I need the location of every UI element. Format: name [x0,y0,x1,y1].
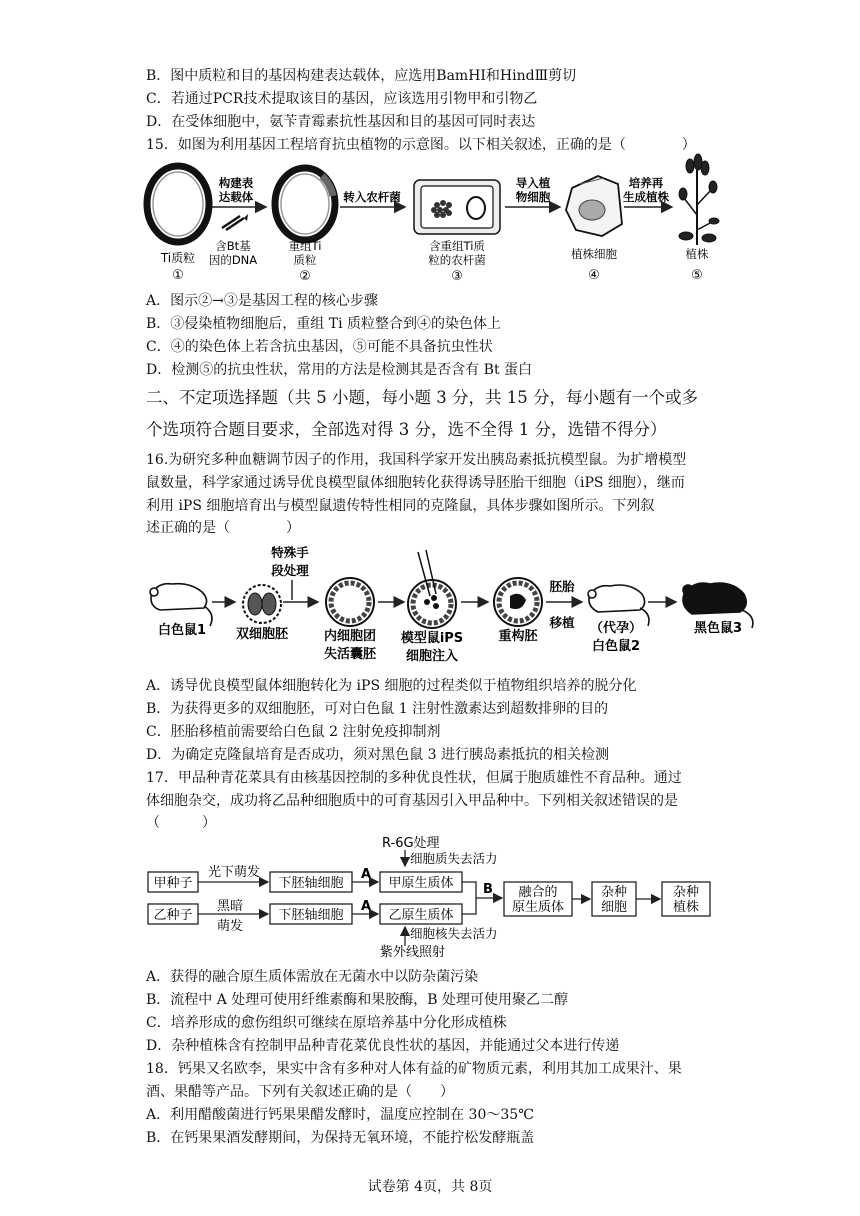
arrow-2-label: 转入农杆菌 [343,190,401,204]
protoplast-a-label: 甲原生质体 [388,876,454,891]
step-3-number: ③ [451,269,463,284]
q17-option-a: A．获得的融合原生质体需放在无菌水中以防杂菌污染 [146,969,479,985]
q16-stem-line-1: 16.为研究多种血糖调节因子的作用，我国科学家开发出胰岛素抵抗模型鼠。为扩增模型 [146,452,687,468]
q14-option-d: D．在受体细胞中，氨苄青霉素抗性基因和目的基因可同时表达 [146,114,536,130]
hybrid-plant-label-1: 杂种 [672,885,700,900]
section-2-heading-line-2: 个选项符合题目要求，全部选对得 3 分，选不全得 1 分，选错不得分） [146,420,667,439]
step-5-number: ⑤ [691,268,703,283]
q17-option-d: D．杂种植株含有控制甲品种青花菜优良性状的基因，并能通过父本进行传递 [146,1038,620,1054]
arrow-3-label-bottom: 物细胞 [515,190,551,204]
seed-a-label: 甲种子 [153,876,193,891]
dna-label-2: 因的DNA [208,253,258,267]
reconstructed-embryo-label: 重构胚 [498,629,538,644]
q15-option-d: D．检测⑤的抗虫性状，常用的方法是检测其是否含有 Bt 蛋白 [146,362,533,378]
step-2-number: ② [299,269,311,284]
white-mouse-1-label: 白色鼠1 [157,623,207,638]
step-4-number: ④ [588,268,600,283]
fused-protoplast-label-2: 原生质体 [511,900,565,915]
agrobacterium-label-2: 粒的农杆菌 [428,253,486,267]
special-treatment-label-2: 段处理 [271,563,309,578]
q17-stem-line-3: （ ） [146,815,216,831]
black-mouse-3-label: 黑色鼠3 [693,621,743,636]
surrogate-label-2: 白色鼠2 [591,639,641,654]
q16-stem-line-2: 鼠数量，科学家通过诱导优良模型鼠体细胞转化获得诱导胚胎干细胞（iPS 细胞），继而 [146,475,685,491]
cytoplasm-inactive-label: 细胞质失去活力 [410,851,498,866]
plant-cell-label: 植株细胞 [571,247,617,261]
q15-option-c: C．④的染色体上若含抗虫基因，⑤可能不具备抗虫性状 [146,339,493,355]
arrow-4-label-bottom: 生成植株 [623,190,669,204]
arrow-1-label-bottom: 达载体 [218,190,254,204]
hybrid-cell-label-2: 细胞 [600,900,628,915]
q15-option-a: A．图示②→③是基因工程的核心步骤 [146,293,378,309]
q16-stem-line-4: 述正确的是（ ） [146,520,300,536]
q15-option-b: B．③侵染植物细胞后，重组 Ti 质粒整合到④的染色体上 [146,316,502,332]
light-germination-label: 光下萌发 [207,865,261,880]
special-treatment-label-1: 特殊手 [271,545,309,560]
hypocotyl-b-label: 下胚轴细胞 [278,908,344,923]
q17-option-b: B．流程中 A 处理可使用纤维素酶和果胶酶，B 处理可使用聚乙二醇 [146,992,569,1008]
q17-stem-line-1: 17．甲品种青花菜具有由核基因控制的多种优良性状，但属于胞质雄性不育品种。通过 [146,770,682,786]
hybrid-cell-label-1: 杂种 [600,885,628,900]
dark-germination-label-1: 黑暗 [216,899,244,914]
uv-irradiation-label: 紫外线照射 [380,945,446,960]
plant-label: 植株 [685,247,709,261]
step-a-top-label: A [360,867,372,882]
fused-protoplast-label-1: 融合的 [518,885,558,900]
q15-stem: 15．如图为利用基因工程培育抗虫植物的示意图。以下相关叙述，正确的是（ ） [146,137,696,153]
ips-injection-label-1: 模型鼠iPS [400,631,464,646]
q16-option-b: B．为获得更多的双细胞胚，可对白色鼠 1 注射性激素达到超数排卵的目的 [146,701,609,717]
arrow-3-label-top: 导入植 [515,176,551,190]
two-cell-embryo-label: 双细胞胚 [235,627,289,642]
blastocyst-label-2: 失活囊胚 [323,647,377,662]
protoplast-b-label: 乙原生质体 [388,908,454,923]
q18-stem-line-1: 18．钙果又名欧李，果实中含有多种对人体有益的矿物质元素，利用其加工成果汁、果 [146,1061,682,1077]
q18-stem-line-2: 酒、果醋等产品。下列有关叙述正确的是（ ） [146,1084,454,1100]
hybrid-plant-label-2: 植株 [672,900,700,915]
dna-label-1: 含Bt基 [215,239,251,253]
step-1-number: ① [172,268,184,283]
ti-plasmid-label: Ti质粒 [160,251,196,265]
dark-germination-label-2: 萌发 [216,919,244,934]
embryo-transfer-label-1: 胚胎 [549,579,575,594]
q18-option-b: B．在钙果果酒发酵期间，为保持无氧环境，不能拧松发酵瓶盖 [146,1130,535,1146]
step-b-label: B [483,882,493,897]
q14-option-b: B．图中质粒和目的基因构建表达载体，应选用BamHⅠ和HindⅢ剪切 [146,68,577,84]
q16-stem-line-3: 利用 iPS 细胞培育出与模型鼠遗传特性相同的克隆鼠，具体步骤如图所示。下列叙 [146,498,655,514]
surrogate-label-1: （代孕） [589,621,643,636]
recombinant-plasmid-label-1: 重组Ti [288,239,322,253]
seed-b-label: 乙种子 [153,908,193,923]
recombinant-plasmid-label-2: 质粒 [293,253,317,267]
arrow-1-label-top: 构建表 [218,176,254,190]
ips-injection-label-2: 细胞注入 [405,649,459,664]
q14-option-c: C．若通过PCR技术提取该目的基因，应该选用引物甲和引物乙 [146,91,538,107]
q16-option-d: D．为确定克隆鼠培育是否成功，须对黑色鼠 3 进行胰岛素抵抗的相关检测 [146,747,610,763]
step-a-bottom-label: A [360,899,372,914]
q18-option-a: A．利用醋酸菌进行钙果果醋发酵时，温度应控制在 30～35℃ [146,1107,534,1123]
r6g-treatment-label: R-6G处理 [382,836,440,851]
blastocyst-label-1: 内细胞团 [323,629,377,644]
arrow-4-label-top: 培养再 [628,176,664,190]
page-footer: 试卷第 4页，共 8页 [367,1179,493,1195]
embryo-transfer-label-2: 移植 [549,615,575,630]
q17-stem-line-2: 体细胞杂交，成功将乙品种细胞质中的可育基因引入甲品种中。下列相关叙述错误的是 [146,793,678,809]
q16-option-c: C．胚胎移植前需要给白色鼠 2 注射免疫抑制剂 [146,724,441,740]
q16-option-a: A．诱导优良模型鼠体细胞转化为 iPS 细胞的过程类似于植物组织培养的脱分化 [146,678,637,694]
nucleus-inactive-label: 细胞核失去活力 [410,926,498,941]
hypocotyl-a-label: 下胚轴细胞 [278,876,344,891]
agrobacterium-label-1: 含重组Ti质 [429,239,485,253]
section-2-heading-line-1: 二、不定项选择题（共 5 小题，每小题 3 分，共 15 分，每小题有一个或多 [146,388,698,407]
q17-option-c: C．培养形成的愈伤组织可继续在原培养基中分化形成植株 [146,1015,507,1031]
